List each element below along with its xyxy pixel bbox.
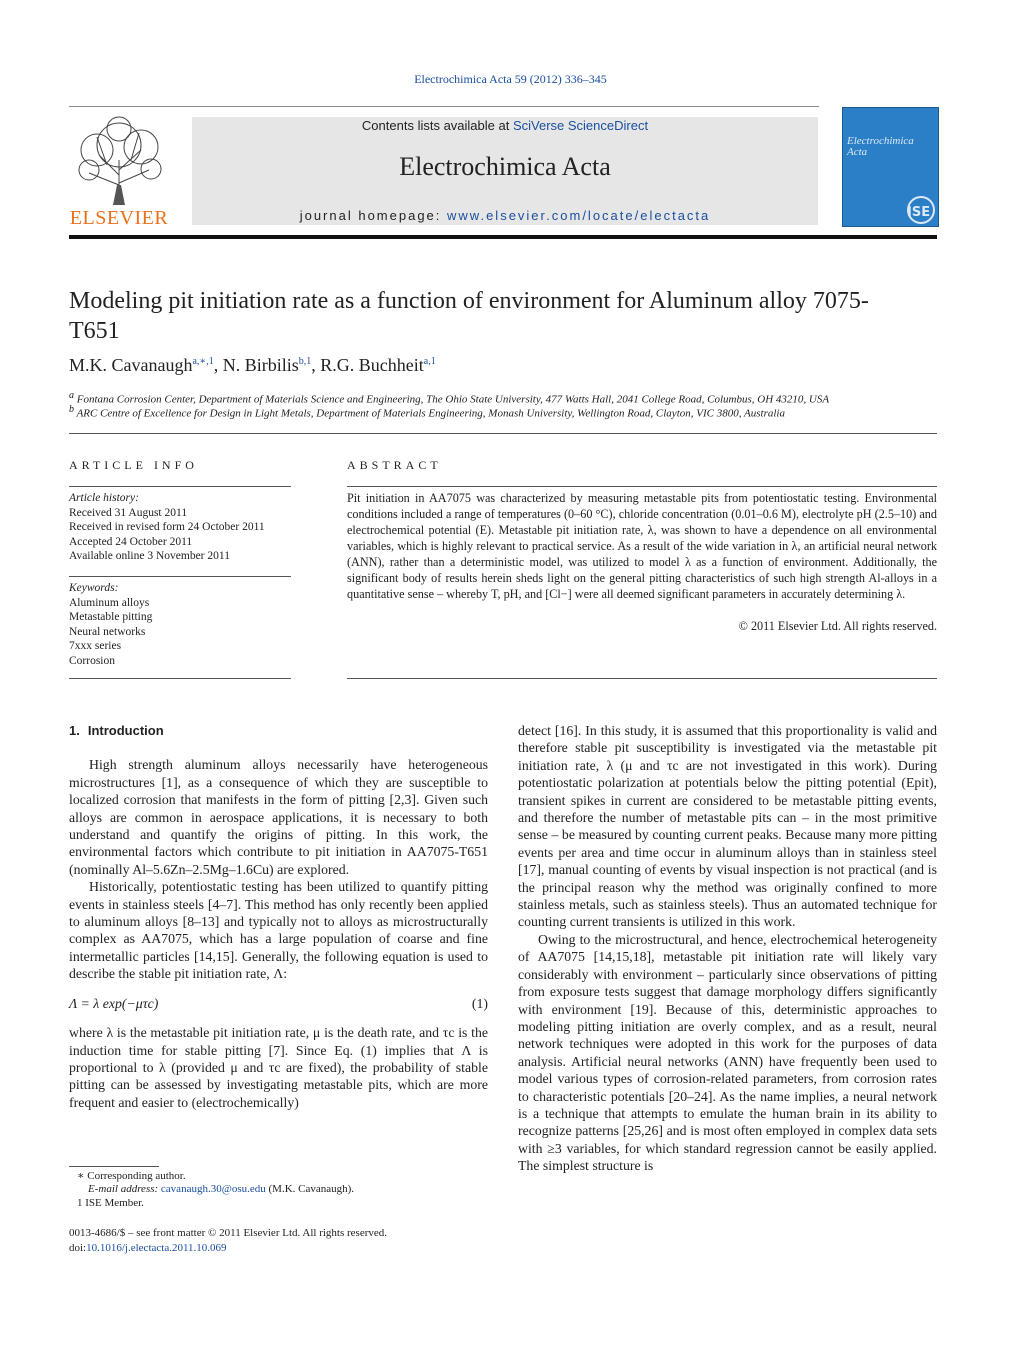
author-list: M.K. Cavanaugh$^{a,∗,1}$, N. Birbilis$^{b,1}$, R.G. Buchheit$^{a,1}$ (69, 355, 436, 375)
doi-link[interactable]: 10.1016/j.electacta.2011.10.069 (86, 1242, 227, 1254)
info-rule (69, 486, 291, 487)
contents-line (192, 118, 818, 133)
abstract-heading: ABSTRACT (347, 458, 442, 472)
author-name[interactable]: M.K. Cavanaugh (69, 355, 193, 375)
abstract-text: Pit initiation in AA7075 was characterized by measuring metastable pits from potentiostatic testing. Environmental conditions included a range of temperatures (0–60 °C), chloride concentration (0.01–0.6 M), electrolyte pH (2.5–10) and electrochemical potential (E). Metastable pit initiation rate, λ, was shown to have a dependence on all environmental variables, which is highly relevant to practical service. As a result of the wide variation in λ, an artificial neural network (ANN), rather than a deterministic model, was utilized to model λ as a function of environment. Additionally, the significant body of results herein sheds light on the general pitting characteristics of such high strength Al-alloys in a quantitative sense – whereby T, pH, and [Cl−] were all deemed significant parameters in accurately determining λ. (347, 491, 937, 601)
author-affil-mark[interactable]: b,1 (298, 356, 312, 367)
footnote-corresponding: ∗ Corresponding author. (77, 1170, 186, 1182)
section-heading (69, 722, 488, 739)
cover-badge-text: ISE (907, 205, 931, 220)
paragraph: Historically, potentiostatic testing has been utilized to quantify pitting events in stainless steels [4–7]. This method has only recently been applied to aluminum alloys [8–13] and typically not to alloys as microstructurally complex as AA7075, which has a large population of coarse and fine intermetallic particles [14,15]. Generally, the following equation is used to describe the stable pit initiation rate, Λ: (69, 879, 488, 982)
paragraph: where λ is the metastable pit initiation rate, μ is the death rate, and τc is the induction time for stable pitting [7]. Since Eq. (1) implies that Λ is proportional to λ (provided μ and τc are fixed), the probability of stable pitting can be assessed by investigating metastable pits, which are more frequent and easier to (electrochemically) (69, 1025, 488, 1110)
body-column-left (69, 722, 488, 1111)
doi-line (69, 1242, 227, 1254)
author-affil-mark[interactable]: a,1 (423, 356, 436, 367)
affiliation-text: ARC Centre of Excellence for Design in Light Metals, Department of Materials Engineering, Monash University, Wellington Road, Clayton, VIC 3800, Australia (76, 407, 785, 420)
paragraph: High strength aluminum alloys necessarily have heterogeneous microstructures [1], as a consequence of which they are susceptible to localized corrosion that manifests in the form of pitting [2,3]. Given such alloys are common in aerospace applications, it is necessary to both understand and quantify the origins of pitting. In this work, the environmental factors which contribute to pit initiation in AA7075-T651 (nominally Al–5.6Zn–2.5Mg–1.6Cu) are explored. (69, 757, 488, 877)
equation-body: Λ = λ exp(−μτc) (69, 995, 159, 1011)
article-title: Modeling pit initiation rate as a function of environment for Aluminum alloy 7075-T651 (69, 288, 869, 344)
history-item: Accepted 24 October 2011 (69, 535, 193, 548)
abstract-rule (347, 486, 937, 487)
affiliation-mark: b (69, 404, 74, 415)
homepage-link[interactable]: www.elsevier.com/locate/electacta (447, 208, 711, 223)
doi-prefix: doi: (69, 1242, 87, 1254)
history-item: Received 31 August 2011 (69, 506, 188, 519)
elsevier-logo (69, 115, 169, 230)
author-name[interactable]: N. Birbilis (222, 355, 299, 375)
section-number: 1. (69, 723, 80, 738)
equation-number: (1) (471, 995, 488, 1011)
email-label: E-mail address: (88, 1183, 161, 1195)
journal-title: Electrochimica Acta (399, 152, 611, 181)
paragraph: Owing to the microstructural, and hence, electrochemical heterogeneity of AA7075 [14,15,18], metastable pit initiation rate will likely vary considerably with environment – particularly since observations of pitting from exposure tests suggest that damage morphology differs significantly with environment [19]. Because of this, deterministic approaches to modeling pitting initiation are overly complex, and as a result, neural network techniques were adopted in this work for the purposes of data analysis. Artificial neural networks (ANN) have frequently been used to model various types of corrosion-related parameters, from corrosion rates to characteristic potentials [20–24]. As the name implies, a neural network is a technique that attempts to emulate the human brain in its ability to recognize patterns [25,26] and is most often employed in complex data sets with ≥3 variables, for which standard regression cannot be easily applied. The simplest structure is (518, 931, 937, 1174)
header-rule (69, 106, 819, 107)
elsevier-tree-icon (69, 115, 169, 207)
abstract-rule (347, 678, 937, 679)
history-item: Available online 3 November 2011 (69, 550, 230, 562)
info-rule (69, 678, 291, 679)
article-info-heading: ARTICLE INFO (69, 458, 198, 472)
issn-line: 0013-4686/$ – see front matter © 2011 Elsevier Ltd. All rights reserved. (69, 1227, 388, 1239)
article-history (69, 491, 291, 564)
homepage-prefix: journal homepage: (299, 208, 448, 223)
journal-reference[interactable]: Electrochimica Acta 59 (2012) 336–345 (414, 72, 607, 86)
publisher-wordmark: ELSEVIER (69, 207, 169, 229)
author-name[interactable]: R.G. Buchheit (320, 355, 424, 375)
body-column-right (518, 722, 937, 1175)
history-label: Article history: (69, 492, 139, 504)
keyword-item: Corrosion (69, 654, 115, 667)
footnote-ise: 1 ISE Member. (77, 1197, 144, 1209)
footnote-email (88, 1183, 354, 1195)
email-link[interactable]: cavanaugh.30@osu.edu (160, 1183, 266, 1195)
paragraph: detect [16]. In this study, it is assumed that this proportionality is valid and therefore stable pit susceptibility is investigated via the metastable pit initiation rate, λ (μ and τc are not investigated in this work). During potentiostatic polarization at potentials below the pitting potential (Epit), transient spikes in current are considered to be metastable pitting events, and therefore the number of metastable pits can – in the most primitive sense – be measured by counting current peaks. Because many more pitting events per area and time occur in aluminum alloys than in stainless steel [17], manual counting of events by visual inspection is not practical (and is the principal reason why the method was originally confined to more stainless metals, such as stainless steels). Thus an automated technique for counting current transients is utilized in this work. (518, 723, 937, 930)
keyword-item: Neural networks (69, 625, 146, 638)
keyword-item: 7xxx series (69, 640, 122, 652)
email-suffix: (M.K. Cavanaugh). (265, 1183, 355, 1195)
affiliation-rule (69, 433, 937, 434)
info-rule (69, 576, 291, 577)
keyword-item: Aluminum alloys (69, 596, 150, 609)
cover-title: Electrochimica Acta (847, 135, 914, 158)
section-title: Introduction (87, 723, 164, 738)
keywords (69, 581, 291, 668)
affiliation-text: Fontana Corrosion Center, Department of Materials Science and Engineering, The Ohio State University, 477 Watts Hall, 2041 College Road, Columbus, OH 43210, USA (76, 393, 830, 406)
keywords-label: Keywords: (69, 582, 119, 594)
history-item: Received in revised form 24 October 2011 (69, 521, 265, 533)
footnote-rule (69, 1166, 159, 1167)
contents-prefix: Contents lists available at (361, 118, 513, 133)
affiliation-b (69, 404, 785, 420)
abstract-copyright: © 2011 Elsevier Ltd. All rights reserved. (738, 619, 937, 633)
ise-badge-icon (903, 196, 935, 224)
keyword-item: Metastable pitting (69, 611, 153, 623)
equation (69, 995, 488, 1012)
homepage-line (192, 208, 818, 223)
header-thick-rule (69, 235, 937, 239)
affiliation-mark: a (69, 390, 74, 401)
author-affil-mark[interactable]: a,∗,1 (192, 356, 214, 367)
sciencedirect-link[interactable]: SciVerse ScienceDirect (512, 118, 649, 133)
journal-cover-thumbnail[interactable] (842, 107, 939, 227)
